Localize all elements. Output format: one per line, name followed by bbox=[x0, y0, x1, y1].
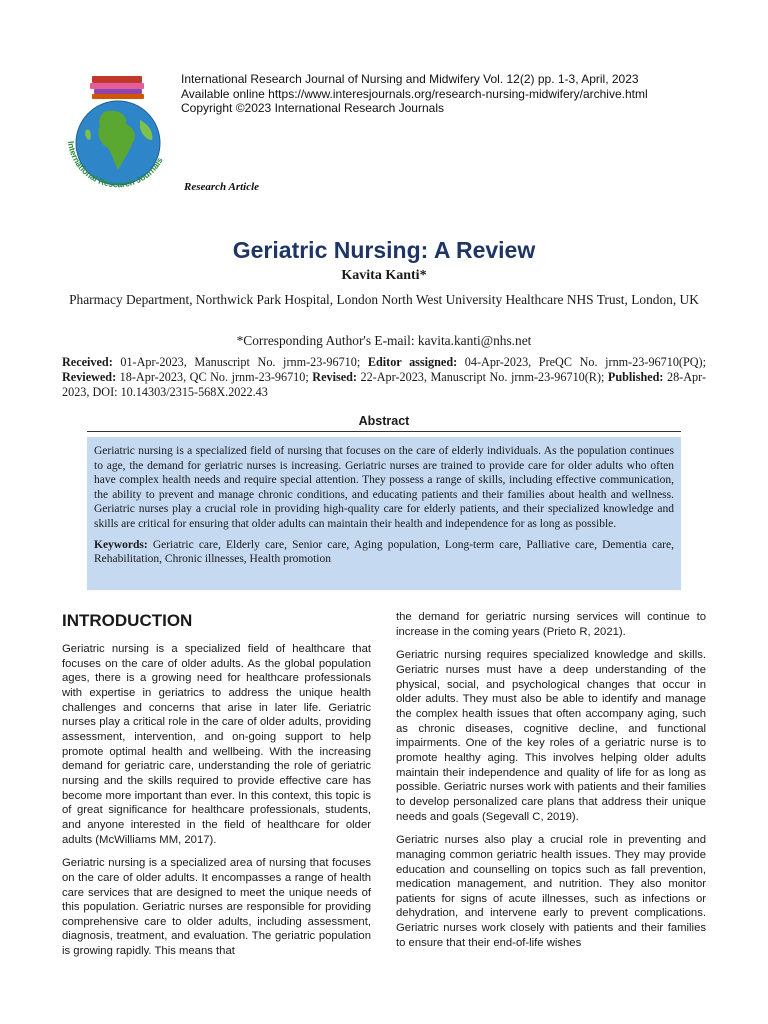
received-value: 01-Apr-2023, Manuscript No. jrnm-23-96710; bbox=[112, 355, 368, 369]
journal-info bbox=[181, 72, 741, 116]
body-column-right bbox=[396, 610, 706, 959]
body-paragraph: Geriatric nursing is a specialized area of nursing that focuses on the care of older adults. It encompasses a range of health care services that are designed to meet the unique needs of this population. Geriatric nurses are responsible for providing comprehensive care to older adults, including assessment, diagnosis, treatment, and evaluation. The geriatric population is growing rapidly. This means that bbox=[62, 857, 371, 958]
abstract-box bbox=[87, 437, 681, 590]
abstract-text: Geriatric nursing is a specialized field of nursing that focuses on the care of elderly individuals. As the population continues to age, the demand for geriatric nurses is increasing. Geriatric nurses are trained to provide care for older adults who often have complex health needs and require special attention. They possess a range of skills, including effective communication, the ability to prevent and manage chronic conditions, and educating patients and their families about health and wellness. Geriatric nurses play a crucial role in providing high-quality care for elderly patients, and their specialized knowledge and skills are critical for ensuring that older adults can maintain their health and independence for as long as possible. bbox=[94, 445, 674, 530]
body-paragraph: Geriatric nursing is a specialized field of healthcare that focuses on the care of older adults. As the global population ages, there is a growing need for healthcare professionals with expertise in geriatrics to address the unique health challenges and concerns that arise in later life. Geriatric nurses play a critical role in the care of older adults, providing assessment, intervention, and on-going support to help promote optimal health and wellbeing. With the increasing demand for geriatric care, understanding the role of geriatric nursing and the skills required to provide effective care has become more important than ever. In this context, this topic is of great significance for healthcare professionals, students, and anyone interested in the field of healthcare for older adults (McWilliams MM, 2017). bbox=[62, 643, 371, 846]
body-paragraph: Geriatric nurses also play a crucial role in preventing and managing common geriatric health issues. They may provide education and counselling on topics such as fall prevention, medication management, and nutrition. They also monitor patients for signs of acute illnesses, such as infections or dehydration, and intervene early to prevent complications. Geriatric nurses work closely with patients and their families to ensure that their end-of-life wishes bbox=[396, 834, 706, 949]
journal-copyright: Copyright ©2023 International Research Journals bbox=[181, 101, 444, 115]
author-affiliation: Pharmacy Department, Northwick Park Hospital, London North West University Healthcare NHS Trust, London, UK bbox=[69, 292, 699, 307]
body-paragraph: the demand for geriatric nursing services will continue to increase in the coming years (Prieto R, 2021). bbox=[396, 611, 706, 638]
reviewed-label: Reviewed: bbox=[62, 370, 117, 385]
keywords bbox=[94, 538, 674, 567]
paper-title: Geriatric Nursing: A Review bbox=[232, 237, 536, 263]
section-heading-introduction: INTRODUCTION bbox=[62, 611, 193, 630]
corresponding-email[interactable]: *Corresponding Author's E-mail: kavita.kanti@nhs.net bbox=[236, 333, 532, 348]
journal-logo bbox=[56, 70, 180, 200]
manuscript-history bbox=[62, 355, 706, 401]
abstract-heading: Abstract bbox=[87, 414, 681, 432]
journal-citation: International Research Journal of Nursing and Midwifery Vol. 12(2) pp. 1-3, April, 2023 bbox=[181, 72, 639, 86]
editor-label: Editor assigned: bbox=[367, 355, 458, 369]
published-label: Published: bbox=[607, 370, 664, 385]
logo-ring-text: International Research Journals bbox=[65, 140, 165, 190]
journal-available-online[interactable]: Available online https://www.interesjournals.org/research-nursing-midwifery/archive.html bbox=[181, 86, 648, 101]
published-value: 28-Apr-2023, DOI: 10.14303/2315-568X.2022.43 bbox=[62, 370, 707, 400]
revised-label: Revised: bbox=[312, 370, 357, 385]
reviewed-value: 18-Apr-2023, QC No. jrnm-23-96710; bbox=[116, 370, 313, 385]
keywords-label: Keywords: bbox=[94, 538, 148, 551]
editor-value: 04-Apr-2023, PreQC No. jrnm-23-96710(PQ); bbox=[457, 355, 707, 369]
received-label: Received: bbox=[62, 355, 113, 369]
keywords-list: Geriatric care, Elderly care, Senior care, Aging population, Long-term care, Palliative care, Dementia care, Rehabilitation, Chronic illnesses, Health promotion bbox=[94, 538, 674, 566]
revised-value: 22-Apr-2023, Manuscript No. jrnm-23-96710(R); bbox=[356, 370, 608, 385]
article-type: Research Article bbox=[184, 181, 260, 193]
body-paragraph: Geriatric nursing requires specialized knowledge and skills. Geriatric nurses must have a deep understanding of the physical, social, and psychological changes that occur in older adults. They must also be able to identify and manage the complex health issues that often accompany aging, such as chronic diseases, cognitive decline, and functional impairments. One of the key roles of a geriatric nurse is to promote healthy aging. This involves helping older adults maintain their independence and quality of life for as long as possible. Geriatric nurses work with patients and their families to develop personalized care plans that address their unique needs and goals (Segevall C, 2019). bbox=[396, 649, 706, 823]
body-column-left bbox=[62, 610, 371, 968]
paper-author: Kavita Kanti* bbox=[341, 268, 427, 283]
